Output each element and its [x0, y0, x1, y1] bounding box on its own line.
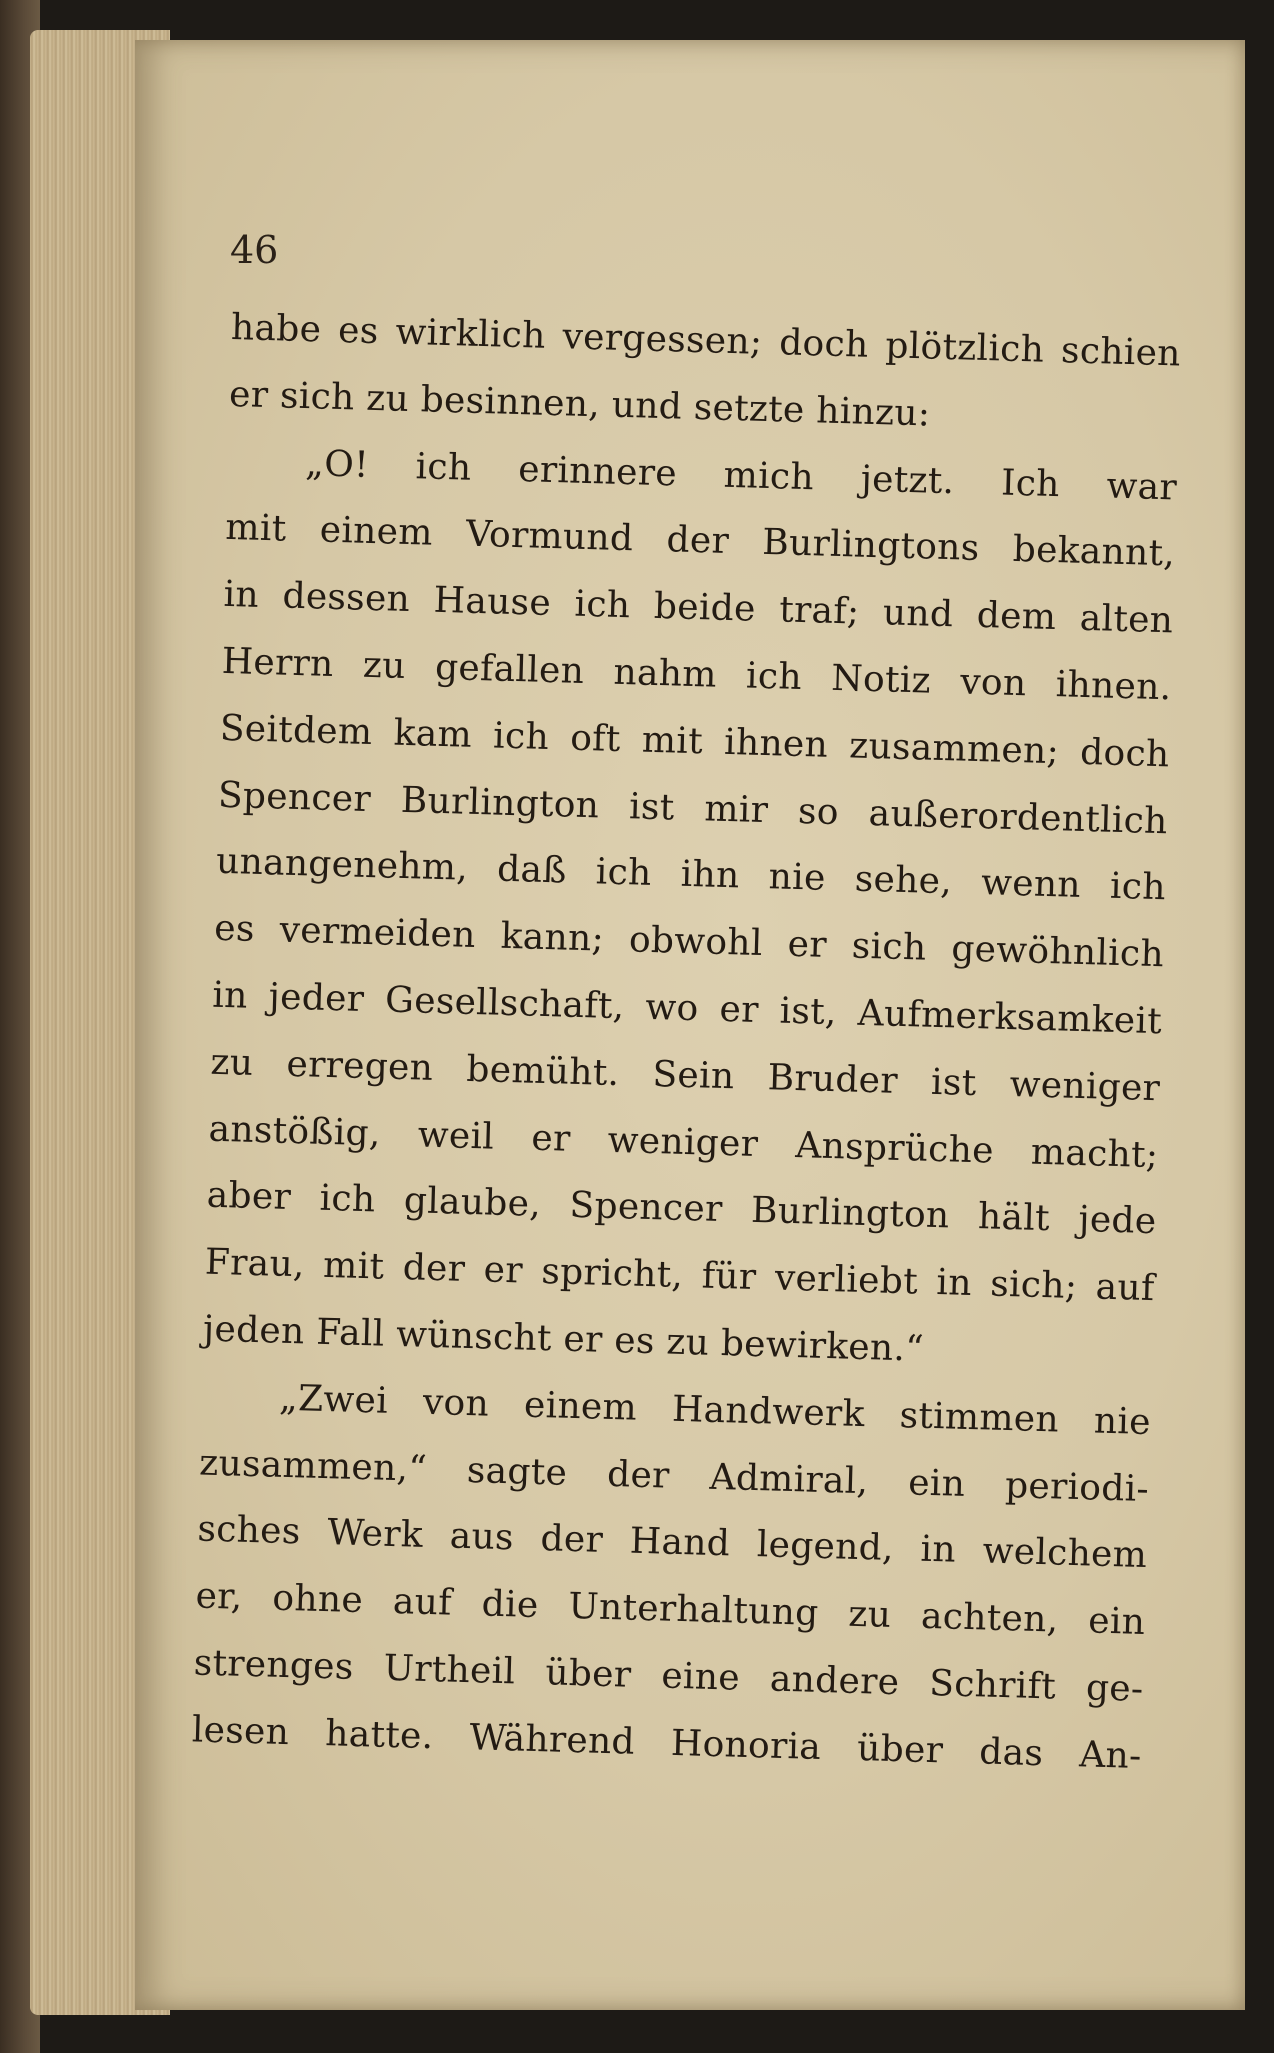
word: legend, [756, 1524, 895, 1570]
word: sches [196, 1508, 302, 1553]
word: ihn [680, 854, 741, 897]
page-number: 46 [230, 228, 279, 272]
word: Herrn [221, 640, 335, 685]
word: An- [1078, 1733, 1143, 1777]
word: über [856, 1727, 944, 1772]
word: jeder [268, 976, 365, 1020]
word: stimmen [899, 1394, 1060, 1441]
word: Vormund [465, 514, 634, 560]
word: habe [230, 306, 322, 351]
word: die [481, 1583, 540, 1627]
word: kann; [500, 915, 605, 960]
word: kam [393, 712, 473, 756]
text-line: jeden Fall wünscht er es zu bewirken.“ [202, 1308, 925, 1370]
word: Burlington [400, 779, 600, 827]
word: zu [210, 1041, 254, 1084]
word: mir [703, 787, 769, 831]
word: einem [319, 509, 434, 555]
word: obwohl [628, 919, 764, 965]
word: gefallen [434, 646, 585, 692]
word: bekannt, [1012, 529, 1176, 575]
word: ich [492, 715, 550, 758]
word: für [701, 1255, 757, 1299]
word: er, [195, 1575, 244, 1618]
word: Bruder [767, 1057, 899, 1102]
word: ohne [271, 1577, 364, 1622]
word: Urtheil [383, 1647, 516, 1693]
body-text [191, 295, 1182, 1790]
word: Burlington [750, 1190, 951, 1237]
word: er [483, 1249, 524, 1292]
word: zu [362, 644, 407, 687]
word: eine [660, 1655, 741, 1699]
word: Sein [651, 1053, 735, 1098]
word: vermeiden [279, 909, 477, 957]
word: in [920, 1529, 957, 1572]
word: „O! [304, 442, 370, 486]
word: über [544, 1652, 632, 1696]
word: außerordentlich [868, 792, 1169, 842]
word: in [211, 974, 249, 1017]
word: plötzlich [884, 325, 1045, 371]
word: ihnen. [1055, 664, 1172, 709]
word: schien [1060, 330, 1182, 375]
word: mit [322, 1245, 385, 1288]
word: der [606, 1453, 671, 1497]
word: doch [778, 322, 870, 366]
word: der [540, 1518, 604, 1562]
word: macht; [1030, 1131, 1159, 1176]
word: oft [569, 717, 622, 760]
word: zu [847, 1593, 892, 1637]
word: Admiral, [709, 1456, 869, 1502]
word: traf; [778, 589, 860, 633]
word: wo [644, 986, 700, 1030]
word: periodi- [1004, 1464, 1150, 1510]
word: Unterhaltung [567, 1586, 820, 1635]
word: weil [417, 1114, 495, 1158]
word: Spencer [217, 774, 372, 820]
word: wirklich [394, 311, 547, 357]
word: welchem [982, 1530, 1148, 1577]
word: bemüht. [465, 1048, 620, 1094]
word: doch [1079, 731, 1171, 776]
word: mit [224, 507, 288, 550]
word: wenn [980, 862, 1082, 907]
word: hält [977, 1196, 1051, 1240]
word: zusammen,“ [198, 1442, 428, 1490]
word: vergessen; [562, 316, 763, 363]
word: mit [641, 719, 704, 763]
word: jetzt. [860, 458, 955, 502]
word: hatte. [324, 1712, 434, 1757]
word: der [402, 1247, 466, 1291]
word: Notiz [830, 657, 932, 702]
word: auf [392, 1581, 453, 1624]
word: war [1106, 465, 1178, 509]
word: lesen [191, 1709, 290, 1753]
word: erregen [286, 1043, 434, 1089]
word: Seitdem [219, 707, 373, 753]
word: spricht, [540, 1251, 684, 1297]
word: glaube, [403, 1180, 542, 1226]
word: einem [523, 1384, 638, 1429]
word: nie [768, 856, 827, 900]
word: ich [1109, 866, 1167, 909]
word: jede [1077, 1199, 1158, 1243]
word: aber [206, 1175, 292, 1219]
word: und [882, 592, 954, 636]
word: in [223, 574, 260, 617]
word: sich [851, 925, 927, 969]
word: ist [930, 1061, 978, 1104]
word: Hand [629, 1520, 731, 1565]
word: ich [574, 583, 631, 627]
word: achten, [920, 1595, 1059, 1641]
word: er [787, 923, 828, 967]
word: der [666, 519, 730, 563]
word: dem [976, 595, 1057, 639]
word: Während [468, 1716, 636, 1763]
word: gewöhnlich [950, 928, 1165, 976]
word: ein [1087, 1600, 1146, 1644]
word: es [213, 907, 256, 951]
word: nahm [612, 651, 718, 696]
word: auf [1095, 1266, 1156, 1310]
word: sehe, [854, 859, 953, 903]
word: sagte [466, 1449, 568, 1494]
word: Gesellschaft, [384, 979, 626, 1028]
word: Hause [433, 579, 552, 625]
word: Ich [1000, 462, 1061, 505]
word: Spencer [569, 1185, 724, 1231]
word: ich [319, 1178, 376, 1221]
word: ich [595, 851, 653, 895]
word: beide [653, 586, 757, 630]
word: weniger [607, 1119, 759, 1165]
word: Burlingtons [761, 522, 981, 570]
word: dessen [281, 575, 411, 621]
word: ist, [779, 990, 838, 1034]
word: ich [745, 655, 803, 699]
word: Frau, [204, 1241, 306, 1286]
word: „Zwei [278, 1377, 389, 1422]
word: in [935, 1262, 973, 1305]
word: Schrift [928, 1662, 1057, 1708]
word: ist [628, 785, 676, 829]
word: ein [907, 1461, 966, 1505]
word: unangenehm, [215, 841, 469, 890]
word: mich [723, 454, 815, 498]
word: nie [1093, 1400, 1152, 1443]
word: weniger [1009, 1063, 1161, 1109]
word: Werk [326, 1512, 424, 1557]
word: zusammen; [848, 725, 1060, 773]
word: ich [415, 445, 473, 489]
word: anstößig, [208, 1108, 382, 1155]
word: aus [449, 1515, 515, 1559]
word: erinnere [517, 448, 678, 495]
word: er [718, 988, 760, 1031]
word: ge- [1085, 1667, 1144, 1710]
word: so [797, 790, 840, 833]
word: Ansprüche [794, 1124, 995, 1172]
word: alten [1079, 597, 1174, 642]
word: von [959, 661, 1027, 705]
word: Handwerk [671, 1388, 866, 1435]
word: das [978, 1731, 1044, 1774]
word: sich; [989, 1263, 1078, 1308]
word: andere [769, 1658, 900, 1704]
word: strenges [193, 1642, 355, 1688]
word: daß [496, 849, 568, 892]
word: verliebt [774, 1257, 919, 1303]
word: er [530, 1117, 572, 1160]
word: Honoria [670, 1722, 822, 1768]
text-line: er sich zu besinnen, und setzte hinzu: [228, 373, 931, 435]
word: es [337, 309, 380, 353]
word: von [422, 1381, 490, 1425]
word: ihnen [723, 721, 829, 766]
word: Aufmerksamkeit [857, 992, 1163, 1043]
